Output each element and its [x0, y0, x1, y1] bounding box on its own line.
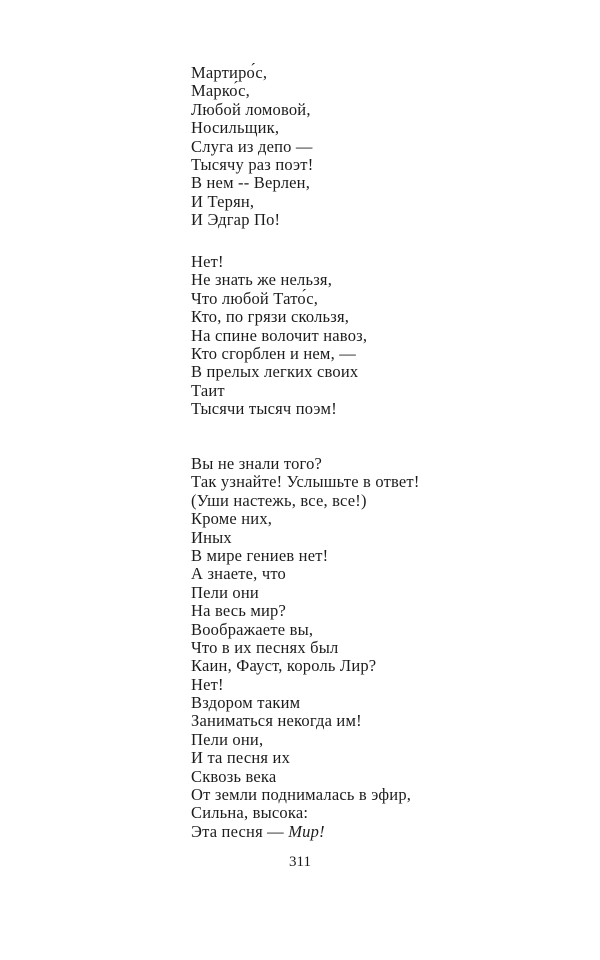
poem-line: Пели они,: [191, 729, 264, 749]
poem-line: Что любой Тато́с,: [191, 288, 319, 308]
final-line-emphasis: Мир!: [288, 821, 325, 841]
poem-line: Слуга из депо —: [191, 136, 313, 156]
stanza-1: [191, 64, 313, 230]
poem-line: Кто, по грязи скользя,: [191, 307, 350, 327]
poem-line: Заниматься некогда им!: [191, 711, 362, 731]
poem-line: Кроме них,: [191, 509, 273, 529]
poem-line: В мире гениев нет!: [191, 545, 329, 565]
poem-line: Сквозь века: [191, 766, 277, 786]
poem-line: Мартиро́с,: [191, 63, 268, 82]
stanza-3: [191, 455, 420, 841]
poem-line: (Уши настежь, все, все!): [191, 490, 367, 510]
poem-line: Воображаете вы,: [191, 619, 314, 639]
poem-line: Не знать же нельзя,: [191, 270, 333, 290]
poem-line: Иных: [191, 527, 232, 547]
poem-line: Тысячи тысяч поэм!: [191, 399, 337, 419]
poem-line: Кто сгорблен и нем, —: [191, 343, 356, 363]
poem-line: Так узнайте! Услышьте в ответ!: [191, 472, 420, 492]
poem-line: Нет!: [191, 252, 224, 271]
poem-line: Марко́с,: [191, 81, 250, 101]
poem-line: Любой ломовой,: [191, 99, 311, 119]
poem-line: От земли поднималась в эфир,: [191, 785, 412, 805]
poem-line: На весь мир?: [191, 601, 287, 621]
poem-line: В прелых легких своих: [191, 362, 359, 382]
poem-line: Нет!: [191, 674, 224, 694]
poem-line: И Терян,: [191, 191, 255, 211]
page-number: 311: [289, 854, 311, 870]
poem-line: Пели они: [191, 582, 259, 602]
poem-line-final: [191, 823, 420, 841]
poem-line: И Эдгар По!: [191, 210, 281, 230]
poem-line: Вздором таким: [191, 693, 301, 713]
poem-line: Что в их песнях был: [191, 637, 339, 657]
poem-line: И та песня их: [191, 748, 291, 768]
poem-line: В нем -- Верлен,: [191, 173, 311, 193]
poem-line: Тысячу раз поэт!: [191, 154, 314, 174]
poem-line: А знаете, что: [191, 564, 286, 584]
final-line-text: Эта песня —: [191, 821, 289, 841]
poem-line: На спине волочит навоз,: [191, 325, 368, 345]
poem-line: Каин, Фауст, король Лир?: [191, 656, 377, 676]
poem-line: Таит: [191, 380, 225, 400]
poem-line: Вы не знали того?: [191, 454, 323, 473]
poem-line: Носильщик,: [191, 118, 280, 138]
stanza-2: [191, 253, 367, 419]
poem-line: Сильна, высока:: [191, 803, 309, 823]
